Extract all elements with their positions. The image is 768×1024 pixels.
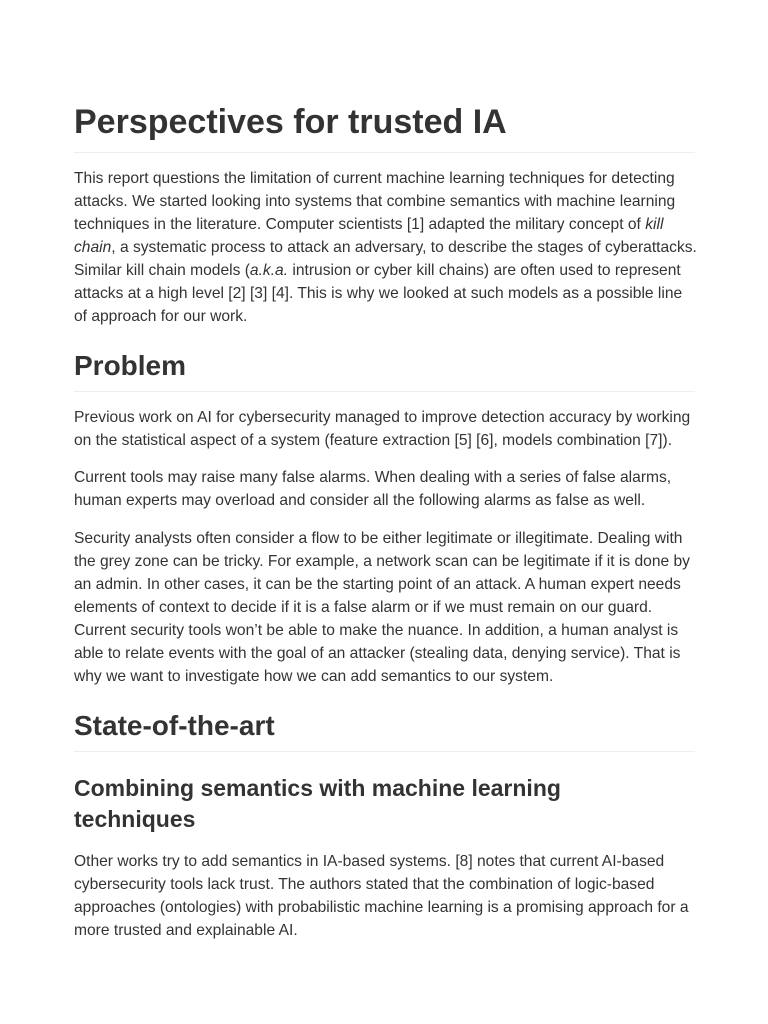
- problem-paragraph-1: Previous work on AI for cybersecurity managed to improve detection accuracy by working on the statistical aspect of a system (feature extraction [5] [6], models combination [7]).: [74, 409, 691, 449]
- page-title: Perspectives for trusted IA: [74, 100, 695, 153]
- state-of-the-art-heading: State-of-the-art: [74, 708, 695, 752]
- combining-semantics-subheading: Combining semantics with machine learning techniques: [74, 775, 561, 832]
- problem-heading: Problem: [74, 348, 695, 392]
- intro-text-2: , a systematic process to attack an adversary, to describe the stages of cyberattacks. Similar kill chain models (: [74, 239, 697, 279]
- kill-chain-term: kill chain: [74, 216, 664, 256]
- problem-paragraph-3: Security analysts often consider a flow to be either legitimate or illegitimate. Dealing with the grey zone can be tricky. For example, a network scan can be legitimate if it is done by an admin. In other cases, it can be the starting point of an attack. A human expert needs elements of context to decide if it is a false alarm or if we must remain on our guard. Current security tools won’t be able to make the nuance. In addition, a human analyst is able to relate events with the goal of an attacker (stealing data, denying service). That is why we want to investigate how we can add semantics to our system.: [74, 530, 690, 685]
- intro-text-3: intrusion or cyber kill chains) are often used to represent attacks at a high level [2] [3] [4]. This is why we looked at such models as a possible line of approach for our work.: [74, 262, 683, 325]
- state-of-the-art-paragraph-1: Other works try to add semantics in IA-based systems. [8] notes that current AI-based cybersecurity tools lack trust. The authors stated that the combination of logic-based approaches (ontologies) with probabilistic machine learning is a promising approach for a more trusted and explainable AI.: [74, 853, 689, 939]
- aka-term: a.k.a.: [249, 262, 289, 279]
- intro-paragraph: [74, 167, 698, 328]
- problem-paragraph-2: Current tools may raise many false alarms. When dealing with a series of false alarms, human experts may overload and consider all the following alarms as false as well.: [74, 469, 672, 509]
- intro-text-1: This report questions the limitation of current machine learning techniques for detecting attacks. We started looking into systems that combine semantics with machine learning techniques in the literature. Computer scientists [1] adapted the military concept of: [74, 170, 676, 233]
